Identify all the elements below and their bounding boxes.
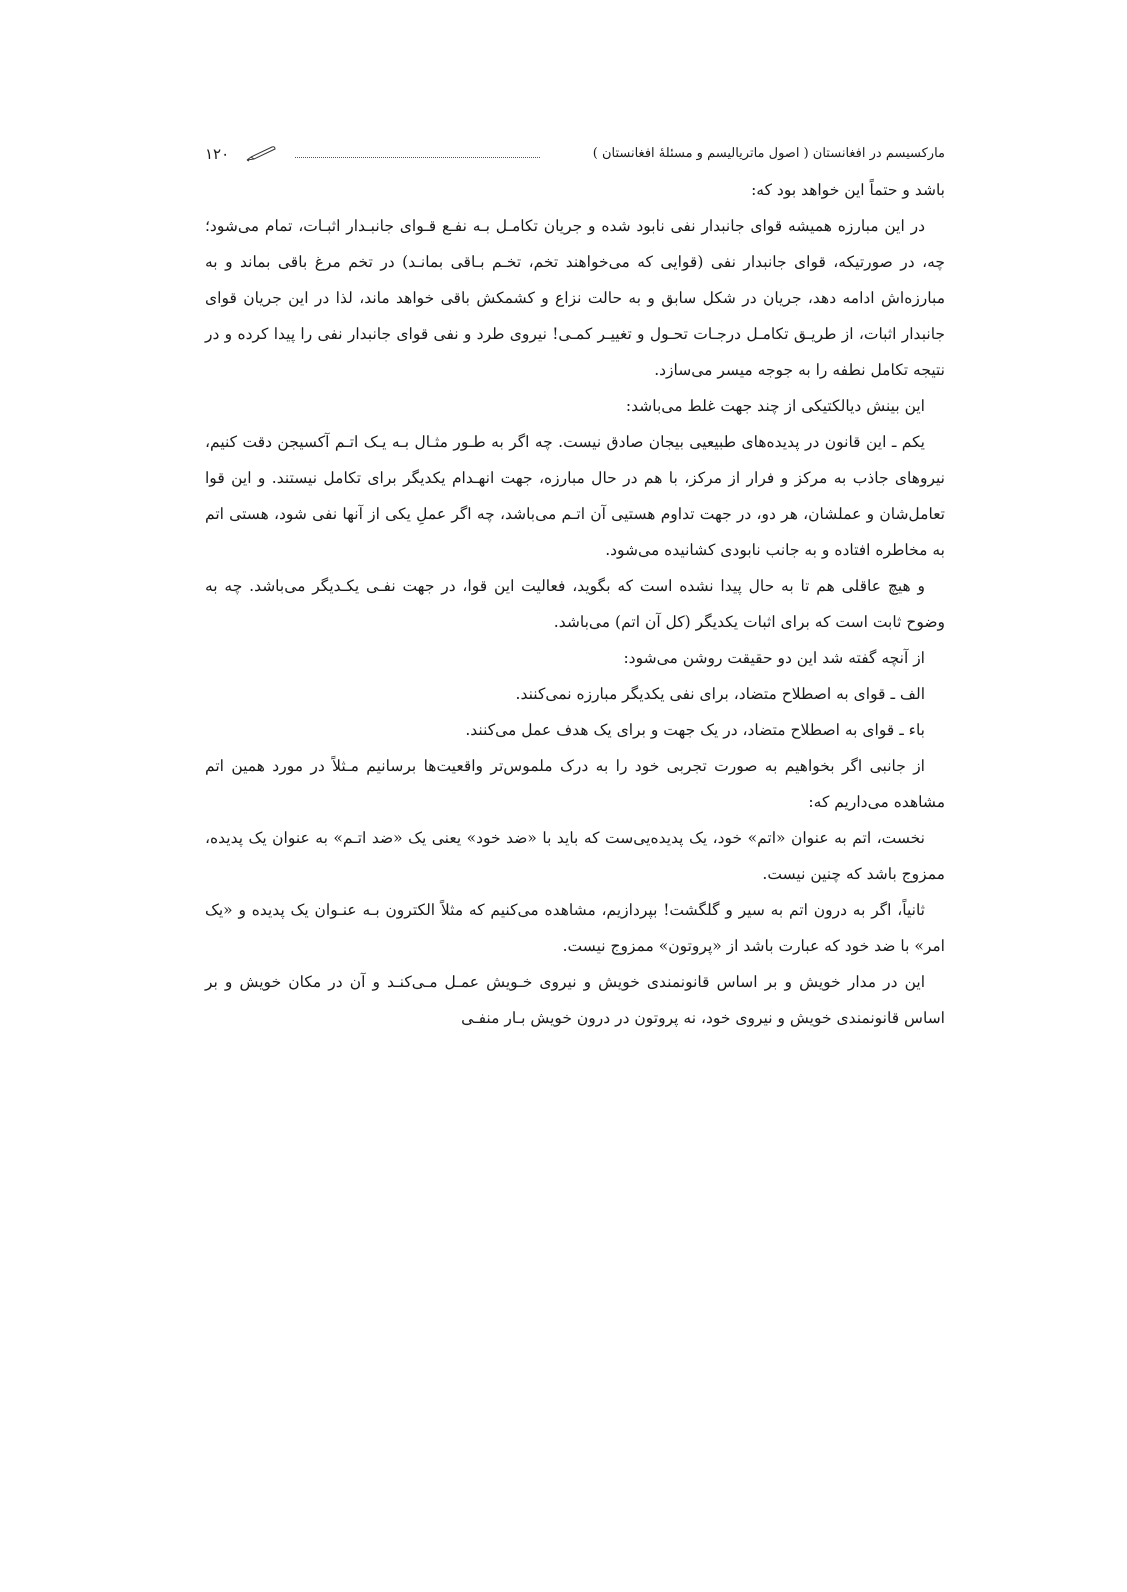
running-title: مارکسیسم در افغانستان ( اصول ماتریالیسم و مسئلهٔ افغانستان ) (592, 146, 945, 161)
paragraph: الف ـ قوای به اصطلاح متضاد، برای نفی یکدیگر مبارزه نمی‌کنند. (515, 685, 925, 703)
pen-icon (245, 145, 277, 163)
paragraph: و هیچ عاقلی هم تا به حال پیدا نشده است که بگوید، فعالیت این قوا، در جهت نفـی یکـدیگر می‌باشد. چه به وضوح ثابت است که برای اثبات یکدیگر (کل آن اتم) می‌باشد. (205, 577, 945, 631)
paragraph: ثانیاً، اگر به درون اتم به سیر و گلگشت! بپردازیم، مشاهده می‌کنیم که مثلاً الکترون بـه عنـوان یک پدیده و «یک امر» با ضد خود که عبارت باشد از «پروتون» ممزوج نیست. (205, 901, 945, 955)
body-text (205, 172, 945, 1036)
document-page (205, 140, 945, 1036)
dotted-leader (295, 157, 540, 158)
paragraph: این بینش دیالکتیکی از چند جهت غلط می‌باشد: (625, 397, 925, 415)
paragraph: نخست، اتم به عنوان «اتم» خود، یک پدیده‌یی‌ست که باید با «ضد خود» یعنی یک «ضد اتـم» به عنوان یک پدیده، ممزوج باشد که چنین نیست. (205, 829, 945, 883)
paragraph: یکم ـ این قانون در پدیده‌های طبیعیی بیجان صادق نیست. چه اگر به طـور مثـال بـه یـک اتـم آکسیجن دقت کنیم، نیروهای جاذب به مرکز و فرار از مرکز، با هم در حال مبارزه، جهت انهـدام یکدیگر برای تکامل نیستند. و این قوا تعامل‌شان و عملشان، هر دو، در جهت تداوم هستیی آن اتـم می‌باشد، چه اگر عملِ یکی از آنها نفی شود، هستی اتم به مخاطره افتاده و به جانب نابودی کشانیده می‌شود. (205, 433, 945, 559)
paragraph: از آنچه گفته شد این دو حقیقت روشن می‌شود: (623, 649, 925, 667)
paragraph: باشد و حتماً این خواهد بود که: (751, 181, 945, 199)
paragraph: باء ـ قوای به اصطلاح متضاد، در یک جهت و برای یک هدف عمل می‌کنند. (465, 721, 925, 739)
page-number: ۱۲۰ (205, 145, 230, 163)
running-header (205, 140, 945, 168)
paragraph: از جانبی اگر بخواهیم به صورت تجربی خود را به درک ملموس‌تر واقعیت‌ها برسانیم مـثلاً در مورد همین اتم مشاهده می‌داریم که: (205, 757, 945, 811)
paragraph: این در مدار خویش و بر اساس قانونمندی خویش و نیروی خـویش عمـل مـی‌کنـد و آن در مکان خویش و بر اساس قانونمندی خویش و نیروی خود، نه پروتون در درون خویش بـار منفـی (205, 973, 945, 1027)
paragraph: در این مبارزه همیشه قوای جانبدار نفی نابود شده و جریان تکامـل بـه نفـع قـوای جانبـدار اثبـات، تمام می‌شود؛ چه، در صورتیکه، قوای جانبدار نفی (قوایی که می‌خواهند تخم، تخـم بـاقی بمانـد) در تخم مرغ باقی بماند و به مبارزه‌اش ادامه دهد، جریان در شکل سابق و به حالت نزاع و کشمکش باقی خواهد ماند، لذا در این جریان قوای جانبدار اثبات، از طریـق تکامـل درجـات تحـول و تغییـر کمـی! نیروی طرد و نفی قوای جانبدار نفی را پیدا کرده و در نتیجه تکامل نطفه را به جوجه میسر می‌سازد. (205, 217, 945, 379)
